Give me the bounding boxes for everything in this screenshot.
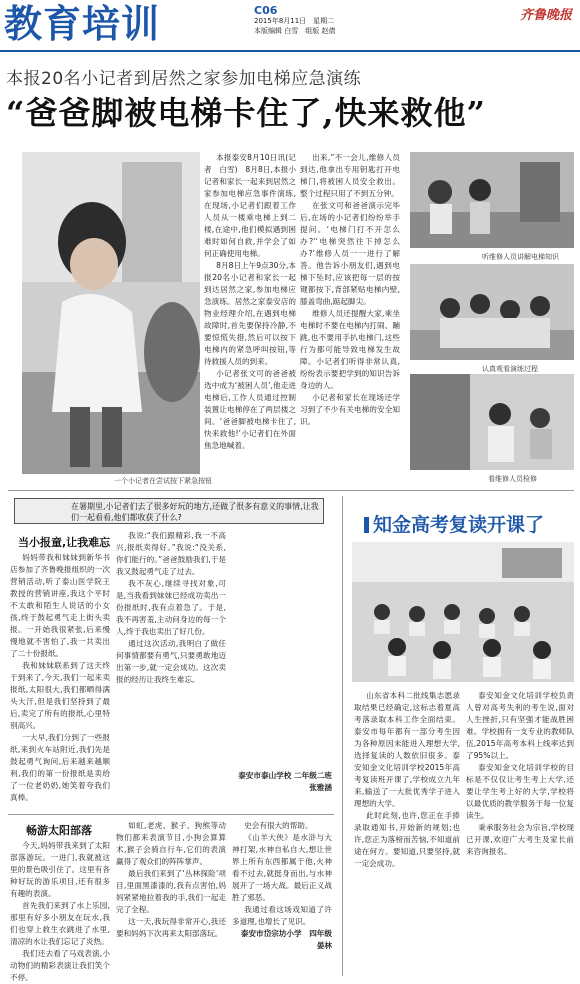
- essay-divider: [8, 814, 334, 815]
- lead-headline: “爸爸脚被电梯卡住了,快来救他”: [6, 94, 486, 132]
- lead-paragraph: 本报泰安8月10日讯(记者 白雪) 8月8日,本报小记者和家长一起来到居然之家参加电梯应急事件演练,在现场,小记者们跟着工作人员从一楼乘电梯上到二楼,在途中,他们模拟遇到困难时如何自救,并学会了如何正确使用电梯。: [204, 153, 296, 258]
- essay-paragraph: 一大早,我们分到了一些报纸,来到火车站附近,我们先是鼓起勇气询问,后来越来越顺利,我们的第一份报纸是卖给了一位老奶奶,她笑着夸我们真棒。: [10, 733, 110, 802]
- essay-paragraph: 首先我们来到了水上乐园,那里有好多小朋友在玩水,我们也穿上救生衣跳进了水里,清凉的水让我们忘记了炎热。: [10, 901, 110, 946]
- lead-paragraph: 维修人员还提醒大家,乘坐电梯时不要在电梯内打闹、蹦跳,也不要用手扒电梯门,这些行为都可能导致电梯发生故障。小记者们听得非常认真,纷纷表示要把学到的知识告诉身边的人。: [300, 309, 400, 390]
- essay-paragraph: 我不灰心,继续寻找对象,可是,当我看到妹妹已经成功卖出一份报纸时,我有点着急了。于是,我不再害羞,主动问身边的每一个人,终于我也卖出了好几份。: [116, 579, 226, 636]
- essay-paragraph: 通过这次活动,我明白了做任何事情都要有勇气,只要勇敢地迈出第一步,就一定会成功。这次卖报的经历让我终生难忘。: [116, 639, 226, 684]
- main-photo: [22, 152, 200, 474]
- lead-article-col2: [300, 152, 400, 482]
- lead-article-col1: [204, 152, 296, 482]
- kaobei-title: [364, 510, 544, 537]
- essay-paragraph: 史会有很大的帮助。: [244, 821, 313, 830]
- page-info: [254, 6, 335, 36]
- section-divider: [8, 490, 574, 491]
- essay-6-body: [232, 820, 340, 978]
- essay-author: 泰安市泰山学校 二年级二班 张雅涵: [238, 771, 340, 792]
- classroom-photo-image: [352, 542, 574, 682]
- essay-4-body: [10, 840, 110, 982]
- summer-banner: [14, 498, 324, 524]
- right-photo-2-image: [410, 264, 574, 360]
- date-line: 2015年8月11日 星期二: [254, 17, 335, 25]
- section-title: 教育培训: [4, 2, 161, 46]
- essay-3-col: [232, 530, 340, 810]
- essay-title-2: 畅游太阳部落: [26, 824, 92, 837]
- right-photo-1-image: [410, 152, 574, 248]
- essay-paragraph: 如虹,老虎、猴子、狗熊等动物们都来表演节目,小狗会算算术,猴子会骑自行车,它们的表演赢得了观众们的阵阵掌声。: [116, 821, 226, 866]
- kaobei-paragraph: 此时此刻,也许,您正在手捧录取通知书,开始新的规划;也许,您正为落榜而苦恼,不知道前途在何方。要知道,只要坚持,就一定会成功。: [354, 811, 460, 868]
- essay-5-body: [116, 820, 226, 978]
- column-divider: [342, 496, 343, 976]
- essay-author: 泰安市岱宗坊小学 四年级 晏林: [240, 929, 340, 950]
- essay-paragraph: 妈妈带我和妹妹到新华书店参加了齐鲁晚报组织的一次营销活动,听了泰山医学院王教授的营销讲座,我这个平时不太敢和陌生人说话的小女孩,终于鼓起勇气走上街头卖报。一开始我很紧张,后来慢慢地就不害怕了,我一共卖出了二十份报纸。: [10, 553, 110, 658]
- lead-paragraph: 8月8日上午9点30分,本报20名小记者和家长一起到达居然之家,参加电梯应急演练。居然之家泰安店的物业经理介绍,在遇到电梯故障时,首先要保持冷静,不要惊慌失措,然后可以按下电梯内的紧急呼叫按钮,等待救援人员的到来。: [204, 261, 296, 366]
- essay-paragraph: 我说:“我们跟精彩,我一不高兴,报纸卖得好。”我说:“没关系,你们能行的。”爸爸鼓励我们,于是我又鼓起勇气走了过去。: [116, 531, 226, 576]
- editor-line: 本版编辑 白雪 组版 赵倩: [254, 27, 336, 35]
- summer-banner-text: 在暑期里,小记者们去了很多好玩的地方,还做了很多有意义的事情,让我们一起看看,他们都收获了什么?: [71, 502, 319, 522]
- lead-subhead: 本报20名小记者到居然之家参加电梯应急演练: [6, 69, 362, 89]
- kaobei-title-text: 知金高考复读开课了: [373, 514, 545, 536]
- kaobei-col1: [354, 690, 460, 978]
- lead-paragraph: 小记者和家长在现场还学习到了不少有关电梯的安全知识。: [300, 393, 400, 426]
- essay-2-body: [116, 530, 226, 810]
- right-photo-1: [410, 152, 574, 248]
- essay-paragraph: 最后我们来到了‘丛林探险’项目,里面黑漆漆的,我有点害怕,妈妈紧紧地拉着我的手,我们一起走完了全程。: [116, 869, 226, 914]
- newspaper-logo: 齐鲁晚报: [519, 8, 572, 23]
- essay-paragraph: 《山羊大侠》是水浒与大神打架,水神自私自大,想让世界上所有东西都属于他,火神看不过去,就挺身而出,与水神展开了一场大战。最后正义战胜了邪恶。: [232, 833, 332, 902]
- kaobei-paragraph: 秉承服务社会为宗旨,学校现已开课,欢迎广大考生及家长前来咨询报名。: [466, 823, 574, 856]
- essay-title-1: 当小报童,让我难忘: [18, 536, 111, 549]
- page-number: C06: [254, 4, 278, 17]
- lead-paragraph: 在张文可和爸爸演示完毕后,在场的小记者们纷纷举手提问。‘电梯门打不开怎么办?’‘电梯突然往下掉怎么办?’维修人员一一进行了解答。他告诉小朋友们,遇到电梯下坠时,应该把每一层的按键都按下,背部紧贴电梯内壁,膝盖弯曲,踮起脚尖。: [300, 201, 400, 306]
- title-marker: [364, 517, 369, 533]
- kaobei-paragraph: 山东省本科二批线集志愿录取结果已经确定,这标志着夏高考落录取本科工作全面结束。泰安市每年都有一部分考生因为各种原因未能进入理想大学,选择复读的人数依旧很多。泰安知金文化培训学校2015年高考复读班开课了,学校成立九年来,输送了一大批优秀学子进入理想的大学。: [354, 691, 460, 808]
- essay-1-body: [10, 552, 110, 810]
- right-photo-3-image: [410, 374, 574, 470]
- main-photo-image: [22, 152, 200, 474]
- masthead: [0, 0, 580, 50]
- main-photo-caption: 一个小记者在尝试按下紧急按钮: [114, 477, 212, 485]
- kaobei-col2: [466, 690, 574, 978]
- lead-paragraph: 出来,”不一会儿,维修人员到达,他拿出专用钥匙打开电梯门,将被困人员安全救出。整个过程只用了不到五分钟。: [300, 153, 400, 198]
- essay-paragraph: 今天,妈妈带我来到了太阳部落游玩。一进门,我就被这里的景色吸引住了。这里有各种好玩的游乐项目,还有很多有趣的表演。: [10, 841, 110, 898]
- right-photo-3: [410, 374, 574, 470]
- masthead-rule: [0, 50, 580, 52]
- essay-paragraph: 我们还去看了马戏表演,小动物们的精彩表演让我们笑个不停。: [10, 949, 110, 982]
- kaobei-paragraph: 泰安知金文化培训学校负责人曾对高考失利的考生说,面对人生挫折,只有坚强才能战胜困难。学校拥有一支专业的教师队伍,2015年高考本科上线率达到了95%以上。: [466, 691, 574, 760]
- lead-paragraph: 小记者张文可的爸爸被选中成为‘被困人员’,他走进电梯后,工作人员通过控制装置让电梯停在了两层楼之间。‘爸爸脚被电梯卡住了,快来救他!’小记者们在外面焦急地喊着。: [204, 369, 296, 450]
- right-photo-2-caption: 认真观看演练过程: [482, 365, 538, 373]
- right-photo-1-caption: 听维修人员讲解电梯知识: [482, 253, 559, 261]
- essay-paragraph: 我通过看这场戏知道了许多道理,也增长了见识。: [232, 905, 332, 926]
- essay-paragraph: 这一天,我玩得非常开心,我还要和妈妈下次再来太阳部落玩。: [116, 917, 226, 938]
- right-photo-2: [410, 264, 574, 360]
- essay-paragraph: 我和妹妹联系到了这天终于到来了,今天,我们一起来卖报纸,太阳很大,我们都晒得满头大汗,但是我们坚持到了最后,卖完了所有的报纸,心里特别高兴。: [10, 661, 110, 730]
- right-photo-3-caption: 看维修人员检修: [488, 475, 537, 483]
- kaobei-paragraph: 泰安知金文化培训学校的目标是不仅仅让考生考上大学,还要让学生考上好的大学,学校将以最优质的教学服务于每一位复读生。: [466, 763, 574, 820]
- classroom-photo: [352, 542, 574, 682]
